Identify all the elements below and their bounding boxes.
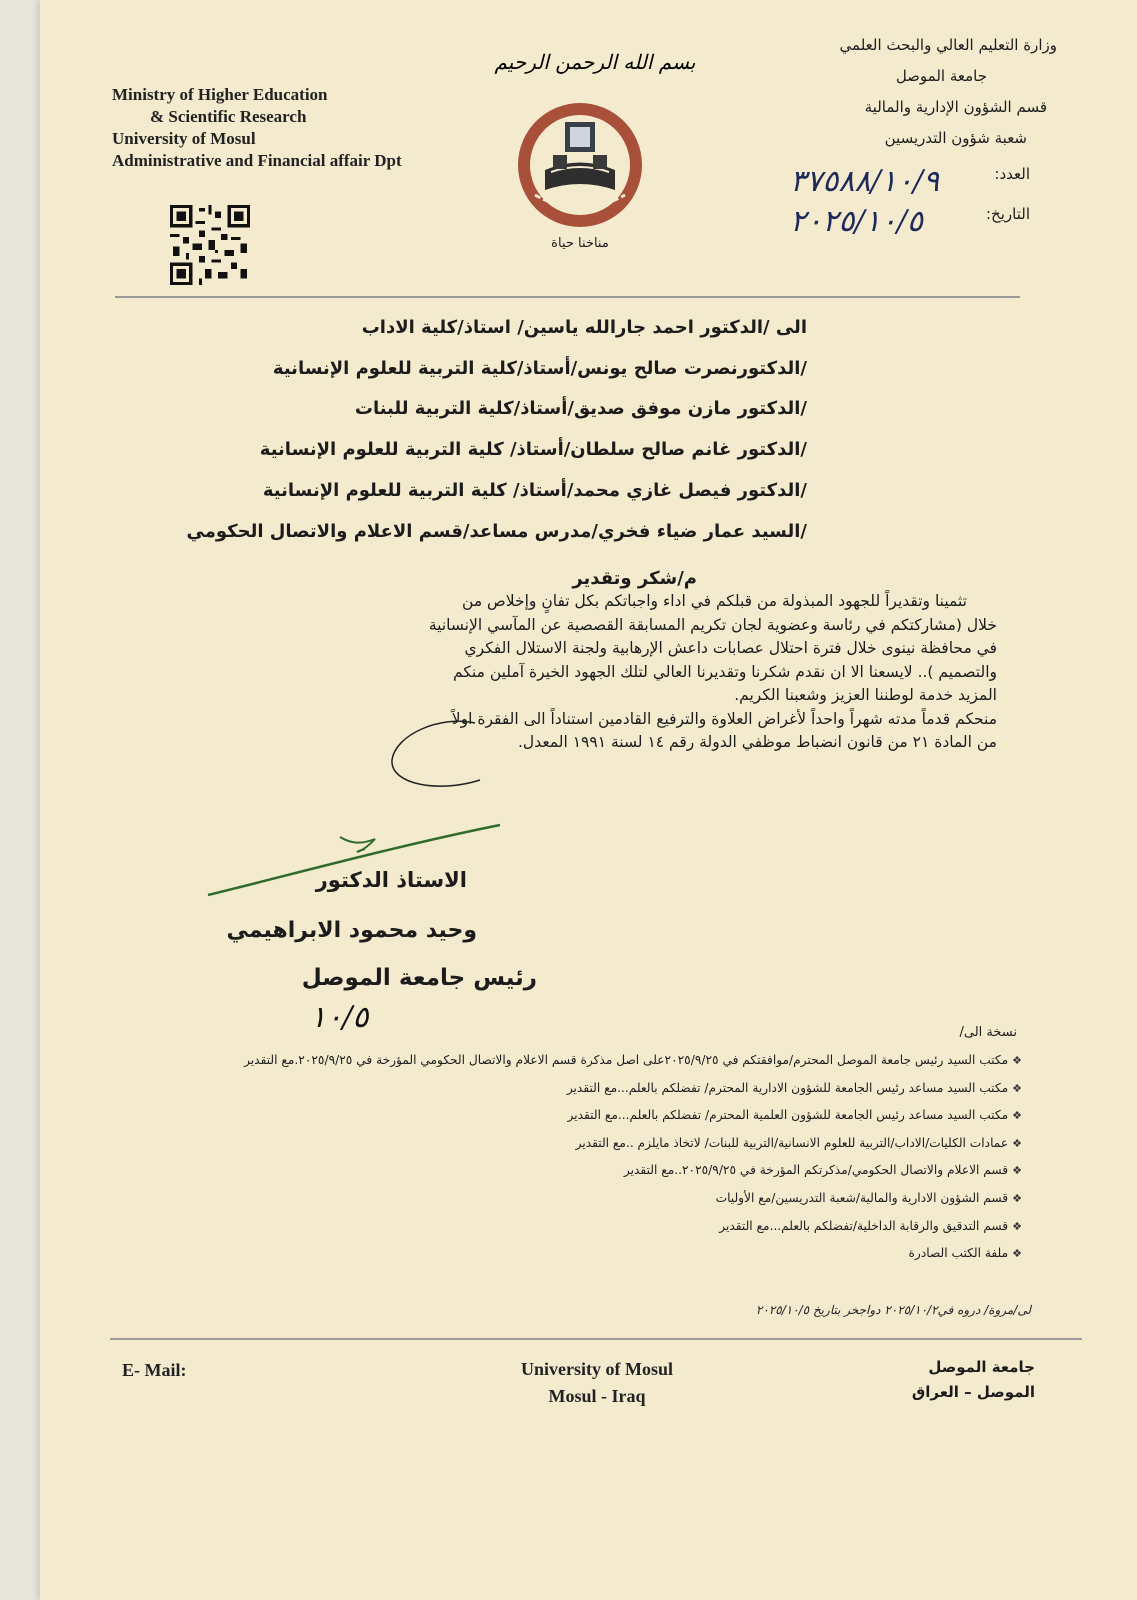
body-line: والتصميم ).. لايسعنا الا ان نقدم شكرنا وتقديرنا العالي لتلك الجهود الخيرة آملين منكم	[453, 662, 997, 681]
body-line: خلال (مشاركتكم في رئاسة وعضوية لجان تكريم المسابقة القصصية عن المآسي الإنسانية	[428, 615, 997, 634]
copy-item: ❖مكتب السيد رئيس جامعة الموصل المحترم/موافقتكم في ٢٠٢٥/٩/٢٥على اصل مذكرة قسم الاعلام والاتصال الحكومي المؤرخة في ٢٠٢٥/٩/٢٥.مع التقدير	[244, 1053, 1022, 1067]
copy-item: ❖ملفة الكتب الصادرة	[908, 1246, 1022, 1261]
handwritten-circle-icon	[380, 715, 500, 795]
basmala: بسم الله الرحمن الرحيم	[494, 50, 696, 74]
footer-divider	[110, 1338, 1082, 1340]
qr-code-icon	[170, 205, 250, 285]
diamond-bullet-icon: ❖	[1012, 1247, 1022, 1261]
recipient-line: /الدكتور فيصل غازي محمد/أستاذ/ كلية التربية للعلوم الإنسانية	[262, 479, 807, 501]
letter-body	[97, 590, 997, 755]
subject-line: م/شكر وتقدير	[572, 568, 697, 589]
logo-motto: مناخنا حياة	[551, 236, 609, 251]
number-label: العدد:	[994, 165, 1030, 183]
copy-item: ❖قسم الشؤون الادارية والمالية/شعبة التدريسين/مع الأوليات	[715, 1190, 1022, 1205]
footer-email-label: E- Mail:	[122, 1360, 187, 1380]
arabic-letterhead	[737, 30, 1057, 154]
footer-university-en	[497, 1356, 697, 1410]
body-line: من المادة ٢١ من قانون انضباط موظفي الدولة رقم ١٤ لسنة ١٩٩١ المعدل.	[518, 733, 997, 751]
diamond-bullet-icon: ❖	[1012, 1191, 1022, 1205]
body-line: تثمينا وتقديراً للجهود المبذولة من قبلكم في اداء واجباتكم بكل تفانٍ وإخلاص من	[462, 592, 967, 610]
department-name-en: Administrative and Financial affair Dpt	[112, 151, 402, 170]
english-letterhead	[112, 84, 472, 172]
ministry-name-ar: وزارة التعليم العالي والبحث العلمي	[839, 36, 1057, 54]
diamond-bullet-icon: ❖	[1012, 1109, 1022, 1123]
recipient-line: /الدكتورنصرت صالح يونس/أستاذ/كلية التربية للعلوم الإنسانية	[272, 357, 807, 379]
diamond-bullet-icon: ❖	[1012, 1164, 1022, 1178]
recipient-line: /الدكتور مازن موفق صديق/أستاذ/كلية التربية للبنات	[354, 398, 807, 420]
handwritten-date: ١٠/٥	[310, 1000, 369, 1035]
diamond-bullet-icon: ❖	[1012, 1081, 1022, 1095]
university-name-en: University of Mosul	[112, 129, 256, 148]
footer-university-ar	[912, 1355, 1035, 1405]
copy-item: ❖مكتب السيد مساعد رئيس الجامعة للشؤون الادارية المحترم/ تفضلكم بالعلم...مع التقدير	[566, 1080, 1022, 1095]
footer-uni-name: University of Mosul	[521, 1359, 673, 1379]
ministry-sub-en: & Scientific Research	[150, 107, 307, 126]
recipient-line: /الدكتور غانم صالح سلطان/أستاذ/ كلية التربية للعلوم الإنسانية	[259, 439, 807, 461]
body-line: منحكم قدماً مدته شهراً واحداً لأغراض العلاوة والترفيع القادمين استناداً الى الفقرة اولاً	[451, 709, 997, 728]
document-date: ٢٠٢٥/١٠/٥	[790, 204, 924, 239]
recipients-block	[187, 308, 807, 552]
body-line: في محافظة نينوى خلال فترة احتلال عصابات داعش الإرهابية ولجنة الاستلال الفكري	[464, 639, 997, 657]
section-name-ar: شعبة شؤون التدريسين	[884, 129, 1027, 147]
reference-note: لى/مروة/ دروه في٢٠٢٥/١٠/٢ دواجخر بتاريخ ٢٠٢٥/١٠/٥	[755, 1303, 1031, 1317]
date-label: التاريخ:	[986, 205, 1030, 223]
diamond-bullet-icon: ❖	[1012, 1054, 1022, 1067]
copies-label: نسخة الى/	[959, 1025, 1017, 1040]
footer-city: Mosul - Iraq	[548, 1386, 646, 1406]
body-line: المزيد خدمة لوطننا العزيز وشعبنا الكريم.	[734, 686, 997, 704]
footer-city-ar: الموصل – العراق	[911, 1383, 1035, 1401]
copy-item: ❖عمادات الكليات/الاداب/التربية للعلوم الانسانية/التربية للبنات/ لاتخاذ مايلزم ..مع التقدير	[575, 1135, 1022, 1150]
signatory-name: وحيد محمود الابراهيمي	[226, 918, 477, 943]
copies-list	[122, 1047, 1022, 1268]
recipient-line: /السيد عمار ضياء فخري/مدرس مساعد/قسم الاعلام والاتصال الحكومي	[186, 520, 807, 542]
recipient-line: الى /الدكتور احمد جارالله ياسين/ استاذ/كلية الاداب	[361, 317, 807, 338]
department-name-ar: قسم الشؤون الإدارية والمالية	[864, 98, 1047, 116]
diamond-bullet-icon: ❖	[1012, 1136, 1022, 1150]
footer-uni-name-ar: جامعة الموصل	[928, 1358, 1035, 1376]
university-name-ar: جامعة الموصل	[895, 67, 987, 85]
diamond-bullet-icon: ❖	[1012, 1219, 1022, 1233]
university-seal-icon	[515, 100, 645, 230]
signatory-title: الاستاذ الدكتور	[315, 868, 467, 892]
copy-item: ❖قسم الاعلام والاتصال الحكومي/مذكرتكم المؤرخة في ٢٠٢٥/٩/٢٥..مع التقدير	[623, 1163, 1022, 1178]
copy-item: ❖مكتب السيد مساعد رئيس الجامعة للشؤون العلمية المحترم/ تفضلكم بالعلم...مع التقدير	[567, 1108, 1022, 1123]
copy-item: ❖قسم التدقيق والرقابة الداخلية/تفضلكم بالعلم...مع التقدير	[719, 1218, 1022, 1233]
ministry-name-en: Ministry of Higher Education	[112, 85, 328, 104]
header-divider	[115, 296, 1020, 298]
signatory-position: رئيس جامعة الموصل	[301, 965, 537, 991]
document-number: ٣٧٥٨٨/١٠/٩	[790, 164, 940, 199]
